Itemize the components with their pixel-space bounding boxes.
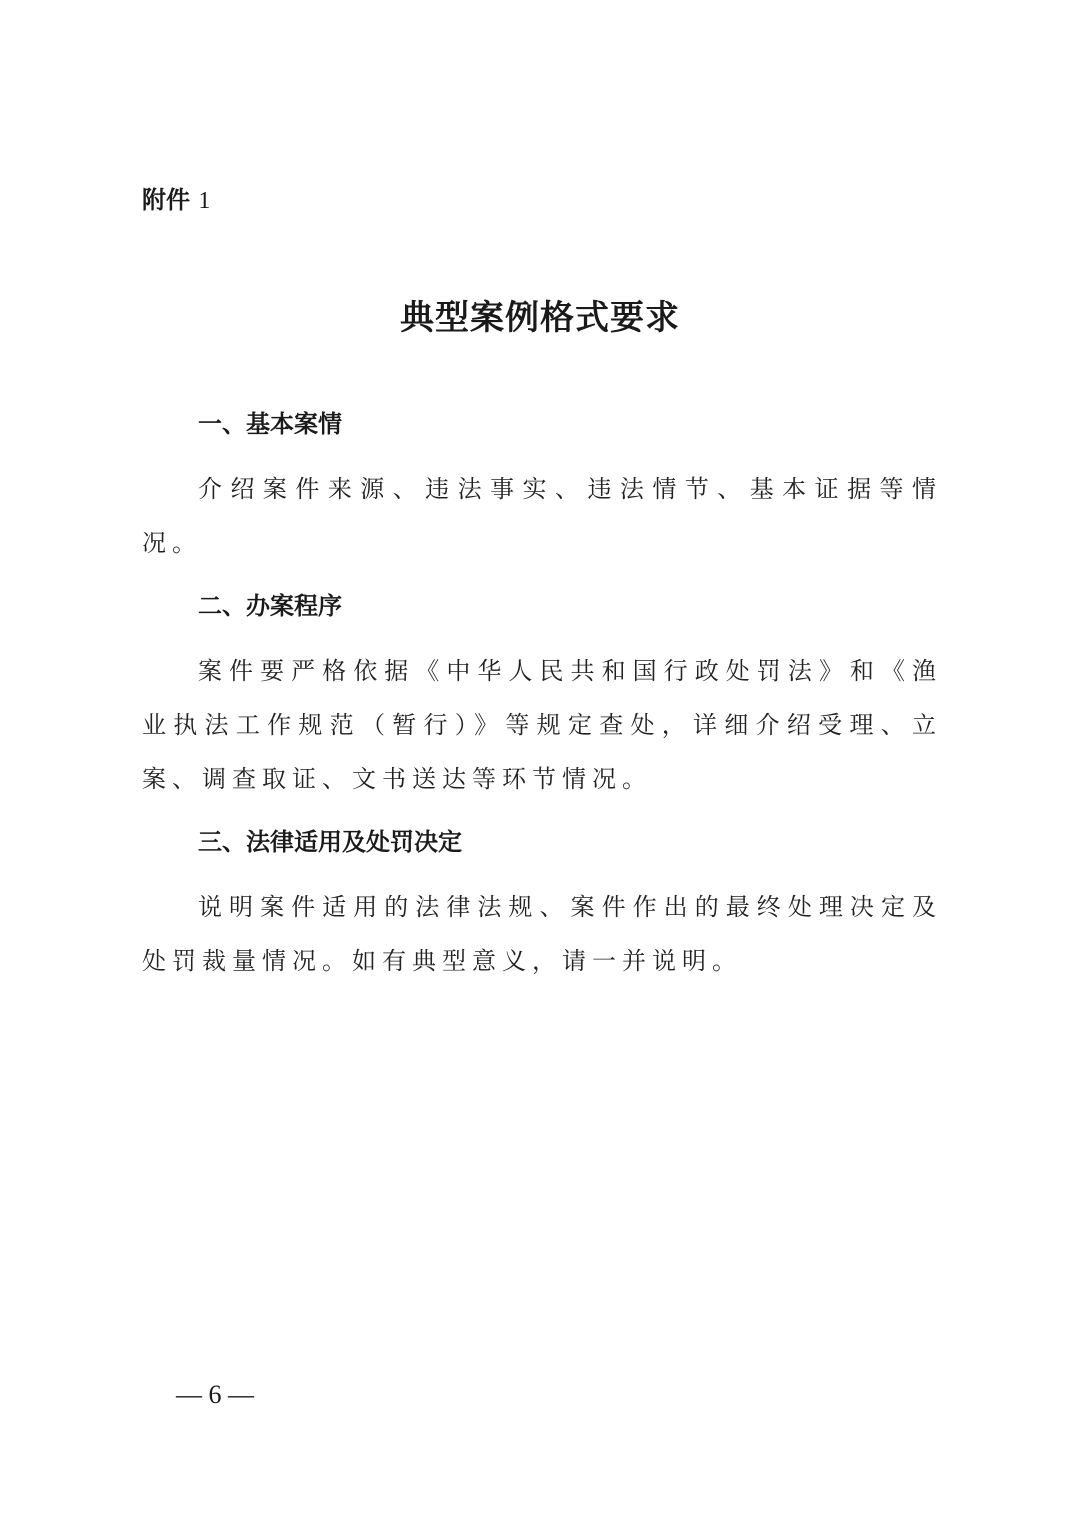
attachment-label-text: 附件	[142, 186, 190, 214]
section-heading-law-and-penalty: 三、法律适用及处罚决定	[198, 828, 462, 856]
document-title: 典型案例格式要求	[400, 298, 680, 338]
section-heading-procedure: 二、办案程序	[198, 592, 342, 620]
section-content-basic-case: 介绍案件来源、违法事实、违法情节、基本证据等情况。	[142, 475, 942, 557]
attachment-label	[142, 184, 210, 217]
section-content-law-and-penalty: 说明案件适用的法律法规、案件作出的最终处理决定及处罚裁量情况。如有典型意义，请一并说明。	[142, 893, 942, 975]
document-body	[142, 406, 942, 1006]
page-number: — 6 —	[176, 1380, 254, 1409]
section-content-procedure: 案件要严格依据《中华人民共和国行政处罚法》和《渔业执法工作规范（暂行）》等规定查处，详细介绍受理、立案、调查取证、文书送达等环节情况。	[142, 657, 942, 793]
section-heading-basic-case: 一、基本案情	[198, 410, 342, 438]
attachment-number: 1	[198, 188, 211, 214]
